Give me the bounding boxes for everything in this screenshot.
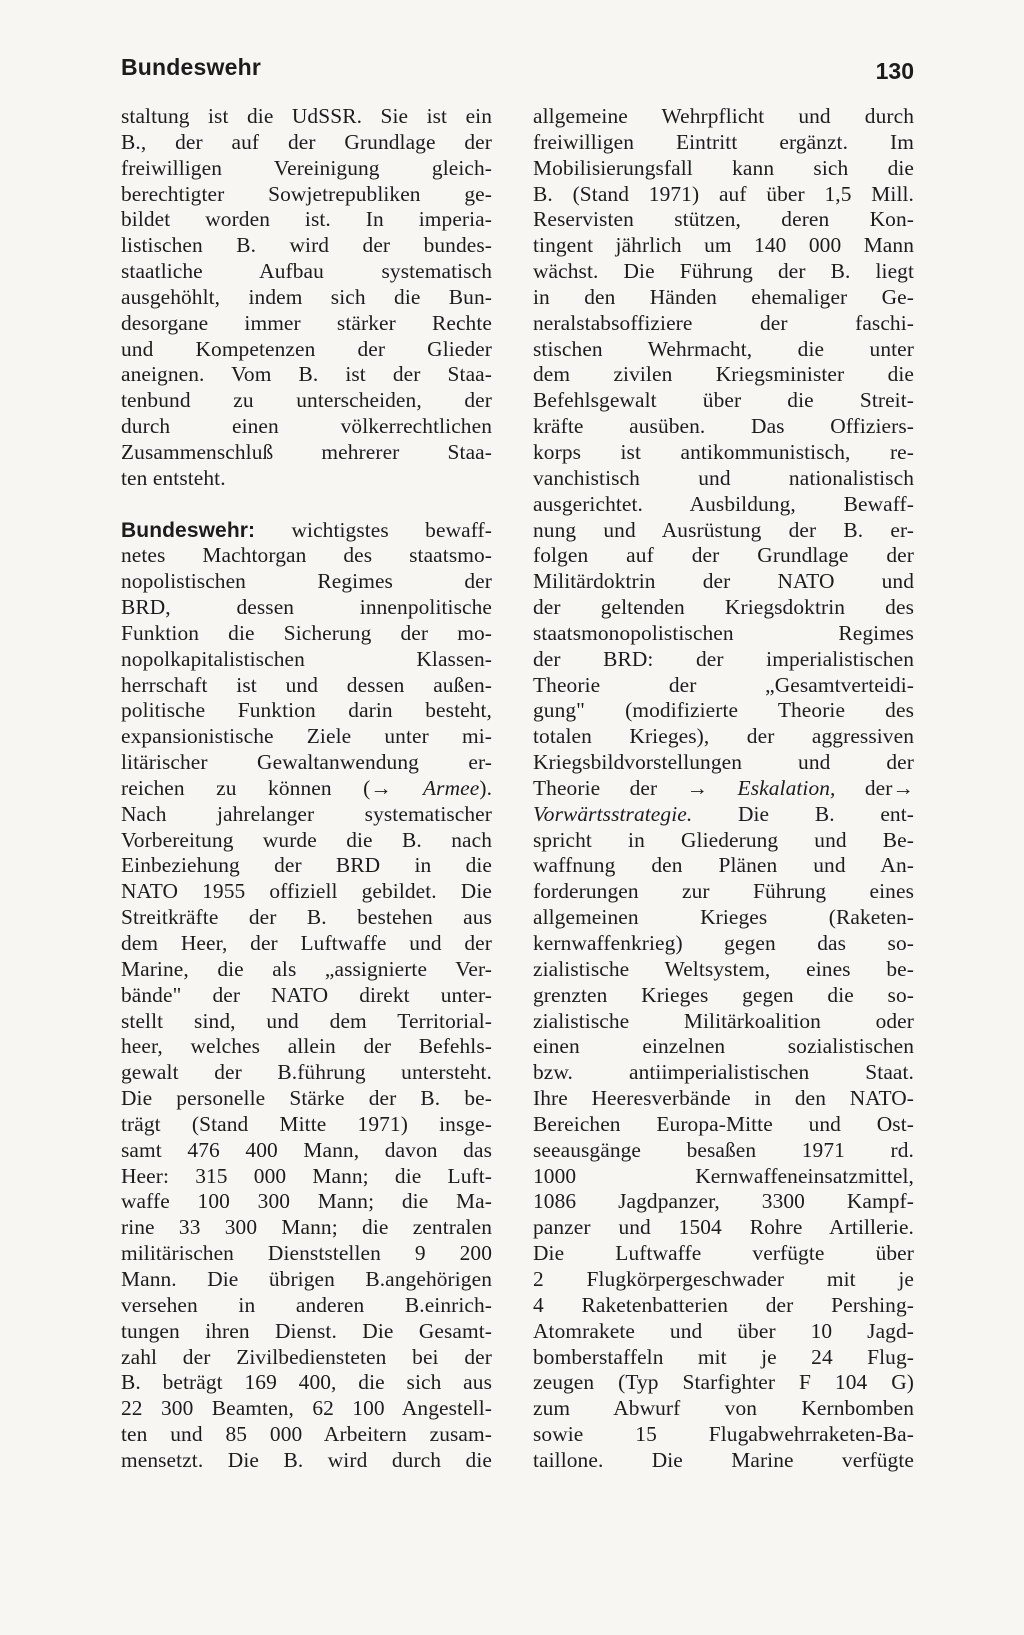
text-line: 1000 Kernwaffeneinsatzmittel, xyxy=(533,1163,914,1188)
armee-line xyxy=(121,776,492,802)
text-line: nopolkapitalistischen Klassen- xyxy=(121,646,492,671)
text-line: kernwaffenkrieg) gegen das so- xyxy=(533,931,914,955)
text-line: sowie 15 Flugabwehrraketen-Ba- xyxy=(533,1422,914,1447)
entry-lemma: Bundeswehr: xyxy=(121,518,256,542)
right-column xyxy=(533,104,914,1474)
text-line: kräfte ausüben. Das Offiziers- xyxy=(533,414,914,439)
entry-first-line xyxy=(121,518,492,544)
text-line: heer, welches allein der Befehls- xyxy=(121,1034,492,1059)
text-line: einen einzelnen sozialistischen xyxy=(533,1034,914,1059)
entry-first-line-text: wichtigstes bewaff- xyxy=(255,517,492,542)
text-line: Die Luftwaffe verfügte über xyxy=(533,1241,914,1266)
text-line: litärischer Gewaltanwendung er- xyxy=(121,750,492,775)
text-line: tenbund zu unterscheiden, der xyxy=(121,388,492,413)
text-line: grenzten Krieges gegen die so- xyxy=(533,982,914,1007)
text-line: wächst. Die Führung der B. liegt xyxy=(533,259,914,284)
text-line: mensetzt. Die B. wird durch die xyxy=(121,1447,492,1472)
text-line: gewalt der B.führung untersteht. xyxy=(121,1060,492,1085)
text-line: Zusammenschluß mehrerer Staa- xyxy=(121,439,492,464)
text-line: seeausgänge besaßen 1971 rd. xyxy=(533,1137,914,1162)
text-line: dem Heer, der Luftwaffe und der xyxy=(121,931,492,955)
text-line: 22 300 Beamten, 62 100 Angestell- xyxy=(121,1396,492,1421)
text-line: vanchistisch und nationalistisch xyxy=(533,465,914,490)
text-line: in den Händen ehemaliger Ge- xyxy=(533,284,914,309)
text-line: trägt (Stand Mitte 1971) insge- xyxy=(121,1111,492,1136)
text-line: forderungen zur Führung eines xyxy=(533,879,914,904)
arrow-icon: → xyxy=(370,775,392,800)
text-line: nung und Ausrüstung der B. er- xyxy=(533,517,914,542)
eskalation-line xyxy=(533,776,914,802)
text-line: Funktion die Sicherung der mo- xyxy=(121,620,492,645)
text-line: Einbeziehung der BRD in die xyxy=(121,853,492,878)
text-line: allgemeinen Krieges (Raketen- xyxy=(533,905,914,930)
vorwaertsstrategie-line xyxy=(533,802,914,828)
text-line: desorgane immer stärker Rechte xyxy=(121,310,492,335)
text-line: ten und 85 000 Arbeitern zusam- xyxy=(121,1422,492,1447)
eskalation-line-prefix: Theorie der xyxy=(533,775,687,800)
arrow-icon: → xyxy=(686,775,709,800)
text-line: panzer und 1504 Rohre Artillerie. xyxy=(533,1215,914,1240)
text-line: herrschaft ist und dessen außen- xyxy=(121,672,492,697)
cross-reference-armee[interactable]: Armee xyxy=(391,775,480,800)
text-line: Mobilisierungsfall kann sich die xyxy=(533,155,914,180)
entry-gap xyxy=(121,492,492,518)
text-line: stellt sind, und dem Territorial- xyxy=(121,1008,492,1033)
text-line: 2 Flugkörpergeschwader mit je xyxy=(533,1266,914,1291)
arrow-icon: → xyxy=(892,775,914,800)
cross-reference-vorwaertsstrategie[interactable]: Vorwärtsstrategie. xyxy=(533,801,693,826)
text-line: listischen B. wird der bundes- xyxy=(121,233,492,258)
text-line: netes Machtorgan des staatsmo- xyxy=(121,543,492,568)
text-line: Ihre Heeresverbände in den NATO- xyxy=(533,1086,914,1111)
text-line: Nach jahrelanger systematischer xyxy=(121,801,492,826)
text-line: Theorie der „Gesamtverteidi- xyxy=(533,672,914,697)
text-line: zeugen (Typ Starfighter F 104 G) xyxy=(533,1370,914,1395)
text-line: zialistische Weltsystem, eines be- xyxy=(533,956,914,981)
text-line: Heer: 315 000 Mann; die Luft- xyxy=(121,1163,492,1188)
text-line: zum Abwurf von Kernbomben xyxy=(533,1396,914,1421)
page-number: 130 xyxy=(875,58,914,84)
text-line: BRD, dessen innenpolitische xyxy=(121,595,492,620)
text-line: Streitkräfte der B. bestehen aus xyxy=(121,905,492,930)
text-line: Militärdoktrin der NATO und xyxy=(533,569,914,594)
left-column xyxy=(121,104,492,1474)
text-line: freiwilligen Vereinigung gleich- xyxy=(121,155,492,180)
armee-line-prefix: reichen zu können ( xyxy=(121,775,371,800)
text-line: taillone. Die Marine verfügte xyxy=(533,1447,914,1472)
text-line: korps ist antikommunistisch, re- xyxy=(533,439,914,464)
text-line: folgen auf der Grundlage der xyxy=(533,543,914,568)
text-line: dem zivilen Kriegsminister die xyxy=(533,362,914,387)
text-line: ausgehöhlt, indem sich die Bun- xyxy=(121,284,492,309)
text-line: totalen Krieges), der aggressiven xyxy=(533,724,914,749)
text-line: und Kompetenzen der Glieder xyxy=(121,336,492,361)
previous-entry-text xyxy=(121,104,492,492)
text-line: Atomrakete und über 10 Jagd- xyxy=(533,1318,914,1343)
text-line: B. beträgt 169 400, die sich aus xyxy=(121,1370,492,1395)
text-line: B. (Stand 1971) auf über 1,5 Mill. xyxy=(533,181,914,206)
text-line: 4 Raketenbatterien der Pershing- xyxy=(533,1292,914,1317)
text-line: tingent jährlich um 140 000 Mann xyxy=(533,233,914,258)
text-line: der geltenden Kriegsdoktrin des xyxy=(533,595,914,620)
text-line: ten entsteht. xyxy=(121,465,226,490)
text-line: bzw. antiimperialistischen Staat. xyxy=(533,1060,914,1085)
text-line: berechtigter Sowjetrepubliken ge- xyxy=(121,181,492,206)
text-line: Bereichen Europa-Mitte und Ost- xyxy=(533,1111,914,1136)
text-line: ausgerichtet. Ausbildung, Bewaff- xyxy=(533,491,914,516)
text-line: B., der auf der Grundlage der xyxy=(121,129,492,154)
text-line: stischen Wehrmacht, die unter xyxy=(533,336,914,361)
running-head: Bundeswehr xyxy=(121,54,262,80)
text-line: zialistische Militärkoalition oder xyxy=(533,1008,914,1033)
text-line: versehen in anderen B.einrich- xyxy=(121,1292,492,1317)
text-line: freiwilligen Eintritt ergänzt. Im xyxy=(533,129,914,154)
cross-reference-eskalation[interactable]: Eskalation, xyxy=(708,775,836,800)
text-line: Die personelle Stärke der B. be- xyxy=(121,1086,492,1111)
text-line: Marine, die als „assignierte Ver- xyxy=(121,956,492,981)
armee-line-suffix: ). xyxy=(479,775,493,800)
text-line: NATO 1955 offiziell gebildet. Die xyxy=(121,879,492,904)
text-line: bomberstaffeln mit je 24 Flug- xyxy=(533,1344,914,1369)
text-line: neralstabsoffiziere der faschi- xyxy=(533,310,914,335)
text-line: tungen ihren Dienst. Die Gesamt- xyxy=(121,1318,492,1343)
text-line: waffe 100 300 Mann; die Ma- xyxy=(121,1189,492,1214)
text-line: staatsmonopolistischen Regimes xyxy=(533,620,914,645)
text-line: allgemeine Wehrpflicht und durch xyxy=(533,104,914,128)
text-line: samt 476 400 Mann, davon das xyxy=(121,1137,492,1162)
text-line: der BRD: der imperialistischen xyxy=(533,646,914,671)
text-line: bildet worden ist. In imperia- xyxy=(121,207,492,232)
text-line: spricht in Gliederung und Be- xyxy=(533,827,914,852)
text-line: aneignen. Vom B. ist der Staa- xyxy=(121,362,492,387)
text-line: gung" (modifizierte Theorie des xyxy=(533,698,914,723)
text-line: rine 33 300 Mann; die zentralen xyxy=(121,1215,492,1240)
entry-bundeswehr xyxy=(121,518,492,1474)
text-line: Kriegsbildvorstellungen und der xyxy=(533,750,914,775)
text-line: expansionistische Ziele unter mi- xyxy=(121,724,492,749)
text-line: Vorbereitung wurde die B. nach xyxy=(121,827,492,852)
text-line: Reservisten stützen, deren Kon- xyxy=(533,207,914,232)
vorwaertsstrategie-line-suffix: Die B. ent- xyxy=(692,801,914,826)
text-line: 1086 Jagdpanzer, 3300 Kampf- xyxy=(533,1189,914,1214)
text-line: durch einen völkerrechtlichen xyxy=(121,414,492,439)
text-line: staatliche Aufbau systematisch xyxy=(121,259,492,284)
text-line: nopolistischen Regimes der xyxy=(121,569,492,594)
text-line: staltung ist die UdSSR. Sie ist ein xyxy=(121,104,492,128)
text-line: militärischen Dienststellen 9 200 xyxy=(121,1241,492,1266)
text-line: politische Funktion darin besteht, xyxy=(121,698,492,723)
text-line: Mann. Die übrigen B.angehörigen xyxy=(121,1266,492,1291)
text-line: bände" der NATO direkt unter- xyxy=(121,982,492,1007)
text-line: Befehlsgewalt über die Streit- xyxy=(533,388,914,413)
eskalation-line-mid: der xyxy=(835,775,893,800)
text-line: zahl der Zivilbediensteten bei der xyxy=(121,1344,492,1369)
text-line: waffnung den Plänen und An- xyxy=(533,853,914,878)
